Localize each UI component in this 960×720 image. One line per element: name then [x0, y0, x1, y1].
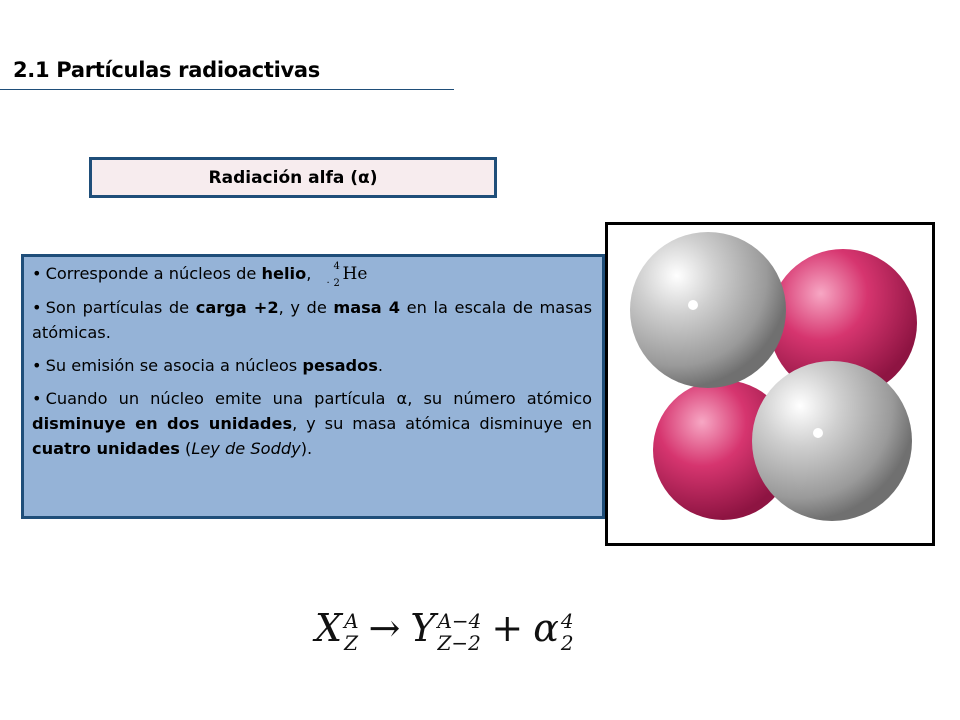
helium-symbol: . 4 2 He [326, 261, 368, 289]
list-item: • Cuando un núcleo emite una partícula α, su número atómico disminuye en dos unidades, y su masa atómica disminuye en cuatro unidades (Ley de Soddy). [32, 389, 592, 458]
alpha-particle-image [605, 222, 935, 546]
bullet-icon: • [32, 298, 42, 317]
section-heading: Radiación alfa (α) [89, 157, 497, 198]
list-item: • Corresponde a núcleos de helio, . 4 2 He [32, 261, 368, 289]
bullet-icon: • [32, 264, 42, 283]
alpha-particle-illustration [608, 225, 932, 543]
highlight [688, 300, 698, 310]
bullet-icon: • [32, 389, 42, 408]
bullet-icon: • [32, 356, 42, 375]
bullet-list [21, 254, 605, 519]
list-item: • Su emisión se asocia a núcleos pesados. [32, 356, 384, 375]
alpha-decay-equation: X A Z → Y A−4 Z−2 + α 4 2 [315, 606, 574, 655]
list-item: • Son partículas de carga +2, y de masa 4 en la escala de masas atómicas. [32, 298, 592, 342]
neutron-sphere [752, 361, 912, 521]
highlight [813, 428, 823, 438]
slide-title: 2.1 Partículas radioactivas [13, 58, 320, 82]
neutron-sphere [630, 232, 786, 388]
title-underline [0, 89, 454, 90]
